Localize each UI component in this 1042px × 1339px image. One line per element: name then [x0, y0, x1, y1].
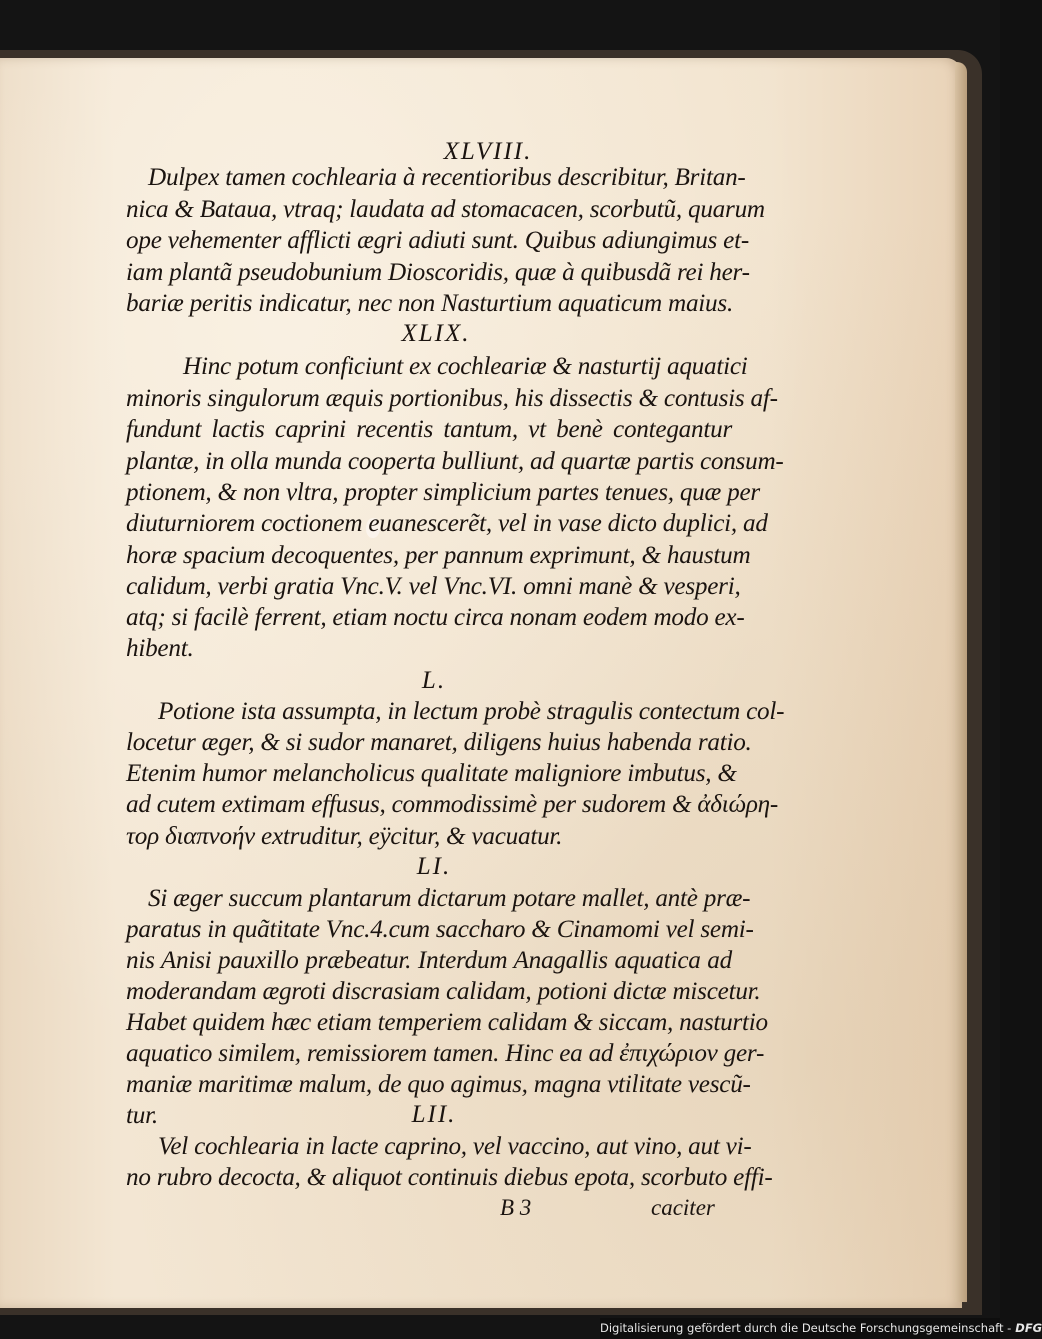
text-line: Etenim humor melancholicus qualitate maligniore imbutus, &: [126, 760, 737, 787]
text-line: ptionem, & non vltra, propter simplicium partes tenues, quæ per: [126, 479, 760, 506]
section-heading-48: XLVIII.: [443, 138, 533, 165]
catchword: caciter: [651, 1195, 715, 1220]
signature-mark: B 3: [500, 1195, 532, 1220]
section-heading-49: XLIX.: [401, 320, 471, 347]
text-line: iam plantã pseudobunium Dioscoridis, quæ à quibusdã rei her-: [126, 259, 750, 286]
section-heading-52: LII.: [411, 1101, 457, 1128]
dfg-logo: DFG: [1015, 1321, 1042, 1335]
text-line: horæ spacium decoquentes, per pannum exprimunt, & haustum: [126, 542, 751, 569]
text-line: atq; si facilè ferrent, etiam noctu circa nonam eodem modo ex-: [126, 604, 745, 631]
text-line: moderandam ægroti discrasiam calidam, potioni dictæ miscetur.: [126, 978, 761, 1005]
text-line: aquatico similem, remissiorem tamen. Hinc ea ad ἐπιχώριον ger-: [126, 1040, 765, 1067]
text-line: locetur æger, & si sudor manaret, diligens huius habenda ratio.: [126, 729, 752, 756]
text-line: calidum, verbi gratia Vnc.V. vel Vnc.VI. omni manè & vesperi,: [126, 573, 741, 600]
text-line: τορ διαπνοήν extruditur, eÿcitur, & vacuatur.: [126, 823, 563, 850]
text-line: ad cutem extimam effusus, commodissimè per sudorem & ἀδιώρη-: [126, 791, 779, 818]
text-line: Habet quidem hæc etiam temperiem calidam & siccam, nasturtio: [126, 1009, 768, 1036]
text-line: minoris singulorum æquis portionibus, his dissectis & contusis af-: [126, 385, 778, 412]
text-line: bariæ peritis indicatur, nec non Nasturtium aquaticum maius.: [126, 290, 733, 317]
text-line: Hinc potum conficiunt ex cochleariæ & nasturtij aquatici: [183, 353, 748, 380]
text-line: nis Anisi pauxillo præbeatur. Interdum Anagallis aquatica ad: [126, 947, 732, 974]
text-line: Potione ista assumpta, in lectum probè stragulis contectum col-: [158, 698, 785, 725]
section-heading-50: L.: [421, 667, 447, 694]
text-line: tur.: [126, 1102, 158, 1129]
text-line: diuturniorem coctionem euanescerẽt, vel in vase dicto duplici, ad: [126, 510, 768, 537]
text-line: Dulpex tamen cochlearia à recentioribus describitur, Britan-: [148, 164, 746, 191]
text-line: ope vehementer afflicti ægri adiuti sunt. Quibus adiungimus et-: [126, 227, 749, 254]
text-line: paratus in quãtitate Vnc.4.cum saccharo & Cinamomi vel semi-: [126, 916, 754, 943]
text-line: plantæ, in olla munda cooperta bulliunt, ad quartæ partis consum-: [126, 448, 784, 475]
text-line: Si æger succum plantarum dictarum potare mallet, antè præ-: [148, 885, 751, 912]
text-line: fundunt lactis caprini recentis tantum, vt benè contegantur: [126, 416, 732, 443]
text-line: Vel cochlearia in lacte caprino, vel vaccino, aut vino, aut vi-: [158, 1133, 752, 1160]
banner-text: Digitalisierung gefördert durch die Deutsche Forschungsgemeinschaft -: [600, 1321, 1012, 1335]
text-line: nica & Bataua, vtraq; laudata ad stomacacen, scorbutũ, quarum: [126, 196, 765, 223]
text-line: maniæ maritimæ malum, de quo agimus, magna vtilitate vescũ-: [126, 1071, 751, 1098]
text-line: no rubro decocta, & aliquot continuis diebus epota, scorbuto effi-: [126, 1164, 773, 1191]
section-heading-51: LI.: [416, 853, 452, 880]
text-line: hibent.: [126, 635, 194, 662]
digitization-banner: [600, 1318, 1042, 1339]
